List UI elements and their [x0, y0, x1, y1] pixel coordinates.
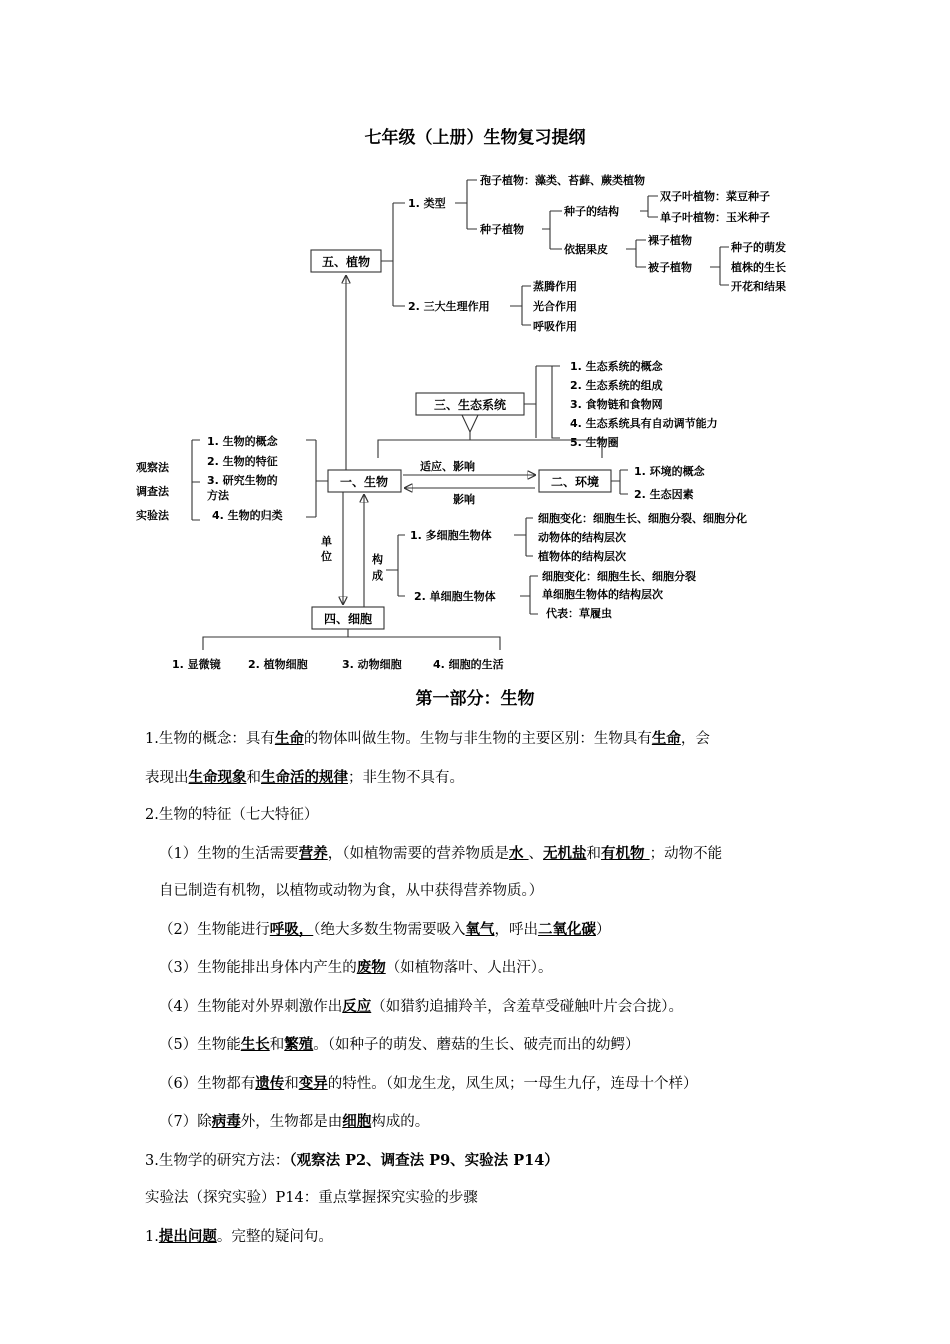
org-item-3: 3. 研究生物的 — [207, 474, 278, 487]
org-item-3b: 方法 — [207, 489, 229, 502]
para-8: （4）生物能对外界刺激作出反应（如猎豹追捕羚羊，含羞草受碰触叶片会合拢）。 — [159, 997, 683, 1015]
by-pericarp: 依据果皮 — [564, 243, 608, 256]
env-item-1: 1. 环境的概念 — [634, 465, 705, 478]
flowering: 开花和结果 — [731, 280, 786, 293]
para-13: 实验法（探究实验）P14：重点掌握探究实验的步骤 — [145, 1190, 478, 1206]
body-text — [145, 720, 825, 1256]
org-item-1: 1. 生物的概念 — [207, 435, 278, 448]
respiration: 呼吸作用 — [533, 320, 577, 333]
para-5: 自已制造有机物，以植物或动物为食，从中获得营养物质。） — [159, 883, 544, 899]
monocot: 单子叶植物：玉米种子 — [660, 211, 770, 224]
para-4: （1）生物的生活需要营养，（如植物需要的营养物质是水 、无机盐和有机物 ；动物不能 — [159, 844, 723, 862]
single-item-1: 细胞变化：细胞生长、细胞分裂 — [542, 570, 696, 583]
cell-item-1: 1. 显微镜 — [172, 658, 221, 671]
single-item-3: 代表：草履虫 — [546, 607, 612, 620]
node-organism: 一、生物 — [339, 475, 389, 489]
org-item-2: 2. 生物的特征 — [207, 455, 278, 468]
page-title: 七年级（上册）生物复习提纲 — [364, 128, 586, 148]
plant-types: 1. 类型 — [408, 197, 446, 210]
cell-item-3: 3. 动物细胞 — [342, 658, 402, 671]
single-label: 2. 单细胞生物体 — [414, 590, 496, 603]
compose-label-2: 成 — [372, 569, 383, 582]
multi-item-3: 植物体的结构层次 — [538, 550, 626, 563]
multi-label: 1. 多细胞生物体 — [410, 529, 492, 542]
para-12: 3.生物学的研究方法：（观察法 P2、调查法 P9、实验法 P14） — [145, 1151, 559, 1169]
multi-item-2: 动物体的结构层次 — [538, 531, 626, 544]
node-ecosystem: 三、生态系统 — [433, 398, 507, 412]
cell-item-4: 4. 细胞的生活 — [433, 658, 504, 671]
germination: 种子的萌发 — [731, 241, 786, 254]
node-environment: 二、环境 — [550, 475, 600, 489]
para-2: 表现出生命现象和生命活的规律；非生物不具有。 — [145, 768, 464, 786]
transpiration: 蒸腾作用 — [533, 280, 577, 293]
node-cell: 四、细胞 — [323, 612, 373, 626]
multi-item-1: 细胞变化：细胞生长、细胞分裂、细胞分化 — [538, 512, 747, 525]
unit-label-2: 位 — [321, 550, 332, 563]
para-1: 1.生物的概念：具有生命的物体叫做生物。生物与非生物的主要区别：生物具有生命，会 — [145, 730, 710, 747]
unit-label-1: 单 — [321, 535, 332, 548]
method-experiment: 实验法 — [136, 509, 169, 522]
eco-item-4: 4. 生态系统具有自动调节能力 — [570, 417, 718, 430]
env-item-2: 2. 生态因素 — [634, 488, 694, 501]
para-6: （2）生物能进行呼吸，（绝大多数生物需要吸入氧气，呼出二氧化碳） — [159, 920, 611, 938]
section-title: 第一部分：生物 — [415, 689, 535, 709]
method-observe: 观察法 — [136, 461, 169, 474]
eco-item-3: 3. 食物链和食物网 — [570, 398, 663, 411]
compose-label-1: 构 — [372, 553, 383, 566]
method-survey: 调查法 — [136, 485, 169, 498]
angio: 被子植物 — [648, 261, 692, 274]
eco-item-2: 2. 生态系统的组成 — [570, 379, 663, 392]
plant-seed: 种子植物 — [480, 223, 524, 236]
dicot: 双子叶植物：菜豆种子 — [660, 190, 770, 203]
plant-spore: 孢子植物：藻类、苔藓、蕨类植物 — [480, 174, 645, 187]
para-9: （5）生物能生长和繁殖。（如种子的萌发、蘑菇的生长、破壳而出的幼鳄） — [159, 1036, 640, 1053]
para-11: （7）除病毒外，生物都是由细胞构成的。 — [159, 1113, 430, 1130]
arrow-adapt-label: 适应、影响 — [420, 460, 475, 473]
eco-item-5: 5. 生物圈 — [570, 436, 619, 449]
node-plant: 五、植物 — [321, 255, 371, 269]
gymno: 裸子植物 — [648, 234, 692, 247]
org-item-4: 4. 生物的归类 — [212, 509, 283, 522]
photosynthesis: 光合作用 — [533, 300, 577, 313]
single-item-2: 单细胞生物体的结构层次 — [542, 588, 663, 601]
cell-item-2: 2. 植物细胞 — [248, 658, 308, 671]
eco-item-1: 1. 生态系统的概念 — [570, 360, 663, 373]
three-functions: 2. 三大生理作用 — [408, 300, 490, 313]
para-7: （3）生物能排出身体内产生的废物（如植物落叶、人出汗）。 — [159, 959, 553, 976]
arrow-affect-label: 影响 — [453, 493, 475, 506]
growth: 植株的生长 — [731, 261, 786, 274]
para-3: 2.生物的特征（七大特征） — [145, 807, 319, 823]
para-14: 1.提出问题。完整的疑问句。 — [145, 1227, 333, 1245]
para-10: （6）生物都有遗传和变异的特性。（如龙生龙，凤生凤；一母生九仔，连母十个样） — [159, 1074, 698, 1092]
seed-structure: 种子的结构 — [564, 205, 619, 218]
